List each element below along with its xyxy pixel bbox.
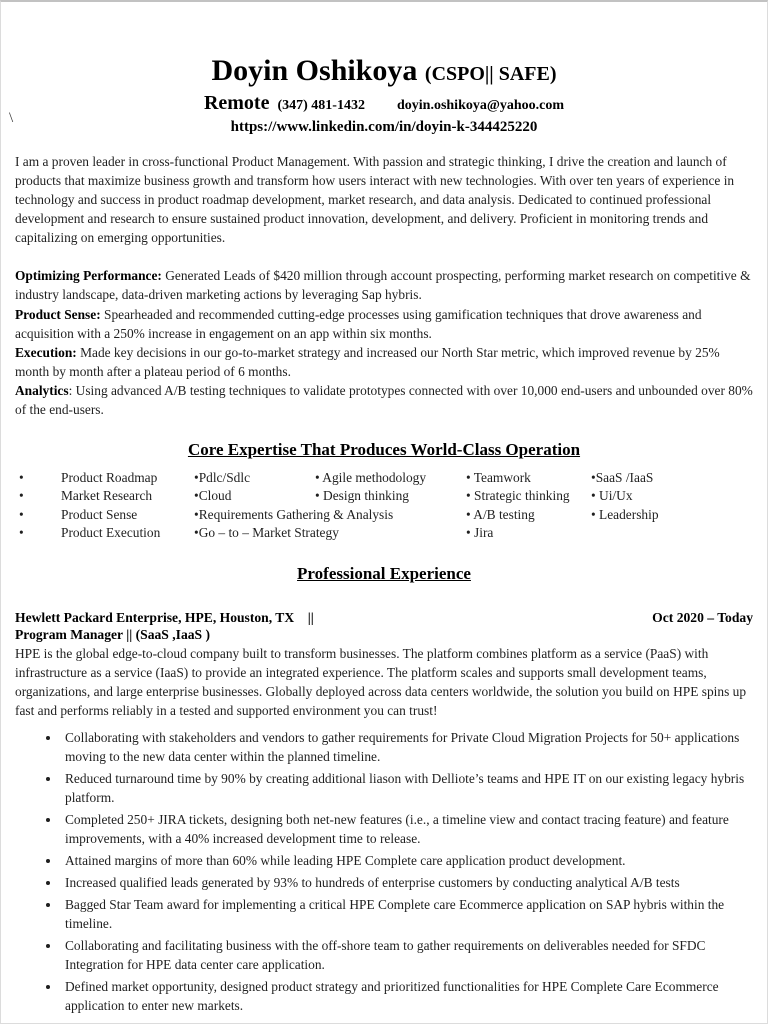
skill-row [15, 488, 753, 507]
highlight-label: Analytics [15, 383, 69, 399]
skill-cell: •Requirements Gathering & Analysis [194, 506, 394, 522]
experience-bullet: • Attained margins of more than 60% while leading HPE Complete care application product development. [61, 851, 753, 870]
highlight-item [15, 266, 753, 304]
skill-cell: • Strategic thinking [466, 488, 570, 504]
skill-cell: Product Roadmap [61, 469, 158, 485]
skill-cell: •Cloud [194, 488, 232, 504]
highlight-text: Spearheaded and recommended cutting-edge processes using gamification techniques that drove awareness and acquisition with a 250% increase in engagement on an app within six months. [15, 306, 702, 341]
skill-cell: Product Execution [61, 525, 161, 541]
core-expertise-heading: Core Expertise That Produces World-Class Operation [187, 439, 581, 459]
skill-cell: •Pdlc/Sdlc [194, 469, 251, 485]
experience-bullet: • Collaborating with stakeholders and vendors to gather requirements for Private Cloud Migration Projects for 50+ applications moving to the new data center within the planned timeline. [61, 728, 753, 766]
bullet-icon: • [19, 488, 24, 504]
company-description: HPE is the global edge-to-cloud company built to transform businesses. The platform combines platform as a service (PaaS) with infrastructure as a service (IaaS) to provide an integrated experience. The platform scales and supports small development teams, organizations, and large enterprise businesses. Globally deployed across data centers worldwide, the solution you build on HPE spins up fast and performs reliably in a tested and supported environment you can trust! [15, 645, 747, 718]
experience-bullet: • Defined market opportunity, designed product strategy and prioritized functionalities for HPE Complete Care Ecommerce application to enter new markets. [61, 977, 753, 1015]
company-name: Hewlett Packard Enterprise, HPE, Houston, TX || [15, 609, 314, 625]
summary-paragraph: I am a proven leader in cross-functional Product Management. With passion and strategic thinking, I drive the creation and launch of products that maximize business growth and transform how users interact with new technologies. With over ten years of experience in technology and success in product roadmap development, market research, and data analysis. Dedicated to continued professional development and research to ensure sustained product innovation, development, and delivery. Proficient in monitoring trends and capitalizing on emerging opportunities. [15, 153, 735, 246]
location-text: Remote [203, 91, 270, 114]
bullet-icon: • [19, 525, 24, 541]
linkedin-link[interactable]: https://www.linkedin.com/in/doyin-k-344425220 [230, 118, 538, 135]
skill-row [15, 470, 753, 489]
job-title: Program Manager || (SaaS ,IaaS ) [15, 626, 211, 642]
highlight-text: Made key decisions in our go-to-market strategy and increased our North Star metric, which improved revenue by 25% month by month after a plateau period of 6 months. [15, 344, 720, 380]
highlight-item [15, 343, 753, 381]
experience-bullet: • Increased qualified leads generated by 93% to hundreds of enterprise customers by conducting analytical A/B tests [61, 873, 753, 892]
highlight-label: Product Sense: [15, 306, 105, 322]
resume-header [15, 54, 753, 136]
bullet-icon: • [19, 506, 24, 522]
experience-entry [15, 610, 753, 1016]
core-expertise-table [15, 470, 753, 544]
email-address: doyin.oshikoya@yahoo.com [396, 97, 565, 113]
stray-mark: \ [9, 110, 14, 126]
highlight-label: Optimizing Performance: [15, 268, 166, 284]
skill-cell: Product Sense [61, 506, 138, 522]
highlight-label: Execution: [15, 344, 81, 360]
professional-experience-heading: Professional Experience [297, 563, 471, 583]
experience-bullet-list [15, 728, 753, 1015]
skill-cell: Market Research [61, 488, 153, 504]
skill-cell: • Ui/Ux [591, 488, 633, 504]
phone-number: (347) 481-1432 [277, 97, 365, 113]
employment-dates: Oct 2020 – Today [652, 609, 753, 625]
experience-bullet: • Bagged Star Team award for implementing a critical HPE Complete care Ecommerce application on SAP hybris within the timeline. [61, 895, 753, 933]
skill-cell: • Jira [466, 525, 494, 541]
highlights-section [15, 266, 753, 419]
candidate-credentials: (CSPO|| SAFE) [424, 63, 557, 85]
skill-cell: • A/B testing [466, 506, 535, 522]
skill-cell: • Agile methodology [315, 469, 427, 485]
experience-bullet: • Completed 250+ JIRA tickets, designing both net-new features (i.e., a timeline view and contact tracing feature) and feature improvements, with a 40% increased development time to release. [61, 810, 753, 848]
skill-row [15, 507, 753, 526]
experience-header [15, 610, 753, 626]
candidate-name: Doyin Oshikoya [211, 54, 418, 87]
highlight-item [15, 381, 753, 419]
experience-bullet: • Collaborating and facilitating business with the off-shore team to gather requirements on deliverables needed for SFDC Integration for HPE data center care application. [61, 936, 753, 974]
skill-cell: •Go – to – Market Strategy [194, 525, 339, 541]
highlight-item [15, 305, 753, 343]
skill-cell: • Leadership [591, 506, 659, 522]
highlight-text: Generated Leads of $420 million through account prospecting, performing market research on competitive & industry landscape, data-driven marketing actions by leveraging Sap hybris. [15, 268, 751, 303]
skill-cell: • Design thinking [315, 488, 409, 504]
skill-row [15, 525, 753, 544]
candidate-name-heading [15, 54, 753, 89]
skill-cell: •SaaS /IaaS [591, 469, 654, 485]
skill-cell: • Teamwork [466, 469, 531, 485]
contact-line [15, 92, 753, 115]
bullet-icon: • [19, 469, 24, 485]
highlight-text: : Using advanced A/B testing techniques to validate prototypes connected with over 10,000 end-users and unbounded over 80% of the end-users. [15, 383, 753, 418]
experience-bullet: • Reduced turnaround time by 90% by creating additional liason with Delliote’s teams and HPE IT on our existing legacy hybris platform. [61, 769, 753, 807]
